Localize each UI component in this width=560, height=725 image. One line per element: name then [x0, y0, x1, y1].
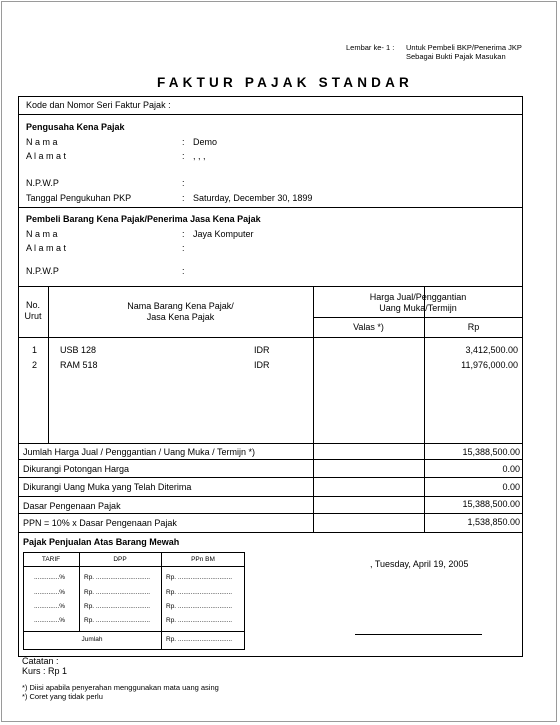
col-price-header-2: Uang Muka/Termijn: [379, 303, 457, 313]
footnote-1: *) Diisi apabila penyerahan menggunakan mata uang asing: [22, 683, 219, 692]
row-no: 1: [32, 345, 38, 355]
sheet-label: Lembar ke- 1 :: [346, 43, 395, 52]
divider: [313, 317, 523, 318]
row-item-name: RAM 518: [60, 360, 98, 370]
luxury-tarif-cell: ..............%: [34, 603, 66, 610]
invoice-code-label: Kode dan Nomor Seri Faktur Pajak :: [26, 100, 171, 110]
luxury-col-tarif: TARIF: [41, 556, 61, 563]
advance-value: 0.00: [502, 482, 520, 492]
luxury-total-label: Jumlah: [81, 636, 103, 643]
table-divider: [161, 552, 162, 650]
col-no-header-1: No.: [25, 300, 40, 310]
tax-base-value: 15,388,500.00: [462, 499, 520, 509]
luxury-dpp-cell: Rp. ..............................: [84, 589, 151, 596]
total-amount-label: Jumlah Harga Jual / Penggantian / Uang Muka / Termijn *): [23, 447, 255, 457]
luxury-ppnbm-cell: Rp. ..............................: [166, 617, 233, 624]
discount-label: Dikurangi Potongan Harga: [23, 464, 130, 474]
notes-label: Catatan :: [22, 656, 59, 666]
seller-npwp-label: N.P.W.P: [26, 178, 59, 188]
divider: [18, 459, 523, 460]
signature-line: [355, 634, 482, 635]
luxury-ppnbm-cell: Rp. ..............................: [166, 589, 233, 596]
colon: :: [182, 193, 185, 203]
luxury-tarif-cell: ..............%: [34, 589, 66, 596]
document-title: FAKTUR PAJAK STANDAR: [157, 75, 413, 90]
footnote-2: *) Coret yang tidak perlu: [22, 692, 103, 701]
table-divider: [79, 552, 80, 631]
luxury-col-ppnbm: PPn BM: [191, 556, 215, 563]
divider: [18, 532, 523, 533]
row-currency: IDR: [254, 360, 270, 370]
colon: :: [182, 243, 185, 253]
luxury-tarif-cell: ..............%: [34, 617, 66, 624]
divider: [18, 496, 523, 497]
divider: [18, 207, 523, 208]
luxury-tarif-cell: ..............%: [34, 574, 66, 581]
buyer-name-value: Jaya Komputer: [193, 229, 254, 239]
row-item-name: USB 128: [60, 345, 97, 355]
vat-label: PPN = 10% x Dasar Pengenaan Pajak: [23, 518, 177, 528]
seller-heading: Pengusaha Kena Pajak: [26, 122, 125, 132]
luxury-dpp-cell: Rp. ..............................: [84, 574, 151, 581]
col-rp-header: Rp: [467, 322, 480, 332]
tax-base-label: Dasar Pengenaan Pajak: [23, 501, 121, 511]
total-amount-value: 15,388,500.00: [462, 447, 520, 457]
vat-value: 1,538,850.00: [467, 517, 520, 527]
sheet-desc-1: Untuk Pembeli BKP/Penerima JKP: [406, 43, 522, 52]
luxury-col-dpp: DPP: [113, 556, 127, 563]
luxury-heading: Pajak Penjualan Atas Barang Mewah: [23, 537, 180, 547]
row-rp: 11,976,000.00: [461, 360, 518, 370]
seller-date-label: Tanggal Pengukuhan PKP: [26, 193, 132, 203]
colon: :: [182, 266, 185, 276]
divider: [23, 566, 245, 567]
luxury-ppnbm-cell: Rp. ..............................: [166, 603, 233, 610]
row-currency: IDR: [254, 345, 270, 355]
seller-name-label: N a m a: [26, 137, 58, 147]
discount-value: 0.00: [502, 464, 520, 474]
advance-label: Dikurangi Uang Muka yang Telah Diterima: [23, 482, 192, 492]
divider: [18, 443, 523, 444]
colon: :: [182, 178, 185, 188]
seller-address-value: , , ,: [193, 151, 206, 161]
signature-date: , Tuesday, April 19, 2005: [370, 559, 469, 569]
buyer-address-label: A l a m a t: [26, 243, 67, 253]
seller-address-label: A l a m a t: [26, 151, 67, 161]
exchange-rate: Kurs : Rp 1: [22, 666, 68, 676]
seller-name-value: Demo: [193, 137, 218, 147]
colon: :: [182, 137, 185, 147]
divider: [18, 337, 523, 338]
divider: [18, 286, 523, 287]
seller-date-value: Saturday, December 30, 1899: [193, 193, 313, 203]
row-rp: 3,412,500.00: [465, 345, 518, 355]
sheet-desc-2: Sebagai Bukti Pajak Masukan: [406, 52, 506, 61]
buyer-npwp-label: N.P.W.P: [26, 266, 59, 276]
divider: [18, 477, 523, 478]
col-no-header-2: Urut: [24, 311, 42, 321]
luxury-dpp-cell: Rp. ..............................: [84, 617, 151, 624]
luxury-dpp-cell: Rp. ..............................: [84, 603, 151, 610]
luxury-total-cell: Rp. ..............................: [166, 636, 233, 643]
col-item-header-1: Nama Barang Kena Pajak/: [127, 301, 234, 311]
divider: [23, 631, 245, 632]
buyer-name-label: N a m a: [26, 229, 58, 239]
colon: :: [182, 229, 185, 239]
divider: [18, 513, 523, 514]
col-price-header-1: Harga Jual/Penggantian: [369, 292, 467, 302]
colon: :: [182, 151, 185, 161]
row-no: 2: [32, 360, 38, 370]
col-item-header-2: Jasa Kena Pajak: [146, 312, 215, 322]
col-valas-header: Valas *): [353, 322, 384, 332]
buyer-heading: Pembeli Barang Kena Pajak/Penerima Jasa Kena Pajak: [26, 214, 261, 224]
luxury-ppnbm-cell: Rp. ..............................: [166, 574, 233, 581]
divider: [18, 114, 523, 115]
